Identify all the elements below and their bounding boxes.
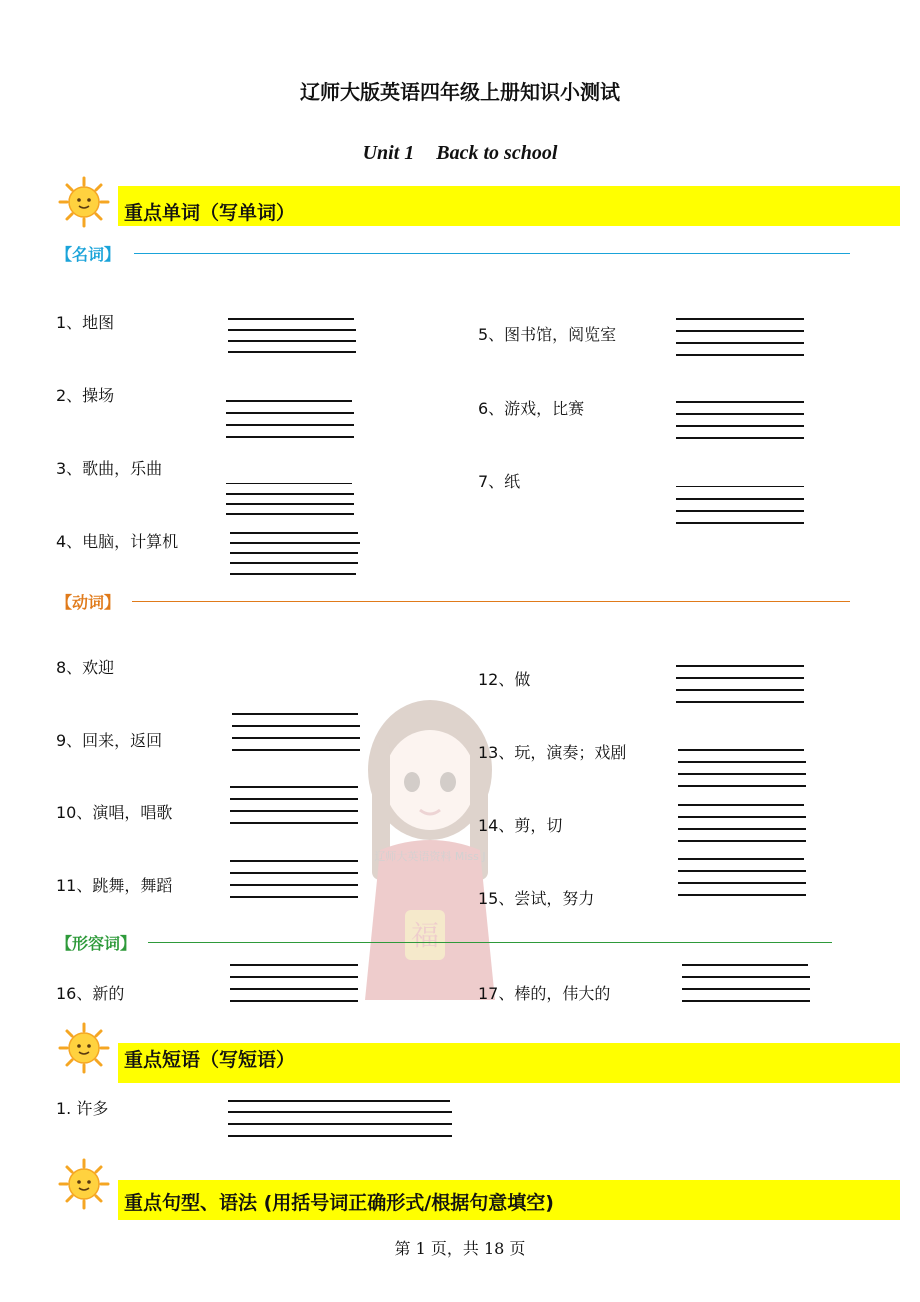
watermark-girl-illustration bbox=[350, 680, 510, 1000]
verb-item: 9、回来，返回 bbox=[56, 731, 163, 750]
verb-item: 12、做 bbox=[478, 670, 531, 689]
category-verb-rule bbox=[132, 601, 850, 602]
noun-item: 5、图书馆，阅览室 bbox=[478, 325, 617, 344]
sun-icon bbox=[58, 1022, 110, 1074]
adjective-item: 16、新的 bbox=[56, 984, 125, 1003]
category-adjective-rule bbox=[148, 942, 832, 943]
section-heading-phrases: 重点短语（写短语） bbox=[124, 1049, 296, 1071]
sun-icon bbox=[58, 1158, 110, 1210]
verb-item: 14、剪，切 bbox=[478, 816, 563, 835]
verb-item: 10、演唱，唱歌 bbox=[56, 803, 173, 822]
noun-item: 7、纸 bbox=[478, 472, 521, 491]
adjective-item: 17、棒的，伟大的 bbox=[478, 984, 611, 1003]
noun-item: 2、操场 bbox=[56, 386, 115, 405]
category-verb-label: 【动词】 bbox=[56, 593, 121, 612]
fortune-character: 福 bbox=[410, 919, 440, 952]
verb-item: 8、欢迎 bbox=[56, 658, 115, 677]
verb-item: 15、尝试，努力 bbox=[478, 889, 595, 908]
unit-name: Back to school bbox=[436, 142, 558, 164]
category-noun-rule bbox=[134, 253, 850, 254]
page-footer: 第 1 页，共 18 页 bbox=[394, 1239, 526, 1258]
unit-heading bbox=[0, 142, 920, 165]
watermark-text: 辽师大英语资料 Miss J bbox=[374, 850, 486, 863]
noun-item: 1、地图 bbox=[56, 313, 115, 332]
verb-item: 11、跳舞，舞蹈 bbox=[56, 876, 173, 895]
noun-item: 4、电脑，计算机 bbox=[56, 532, 179, 551]
noun-item: 6、游戏，比赛 bbox=[478, 399, 585, 418]
sun-icon bbox=[58, 176, 110, 228]
phrase-item: 1. 许多 bbox=[56, 1099, 109, 1118]
section-heading-sentences: 重点句型、语法 (用括号词正确形式/根据句意填空) bbox=[124, 1192, 554, 1214]
category-noun-label: 【名词】 bbox=[56, 245, 121, 264]
document-title: 辽师大版英语四年级上册知识小测试 bbox=[300, 80, 620, 104]
category-adjective-label: 【形容词】 bbox=[56, 934, 137, 953]
noun-item: 3、歌曲，乐曲 bbox=[56, 459, 163, 478]
section-heading-words: 重点单词（写单词） bbox=[124, 202, 296, 224]
verb-item: 13、玩，演奏；戏剧 bbox=[478, 743, 627, 762]
unit-number: Unit 1 bbox=[362, 142, 415, 164]
